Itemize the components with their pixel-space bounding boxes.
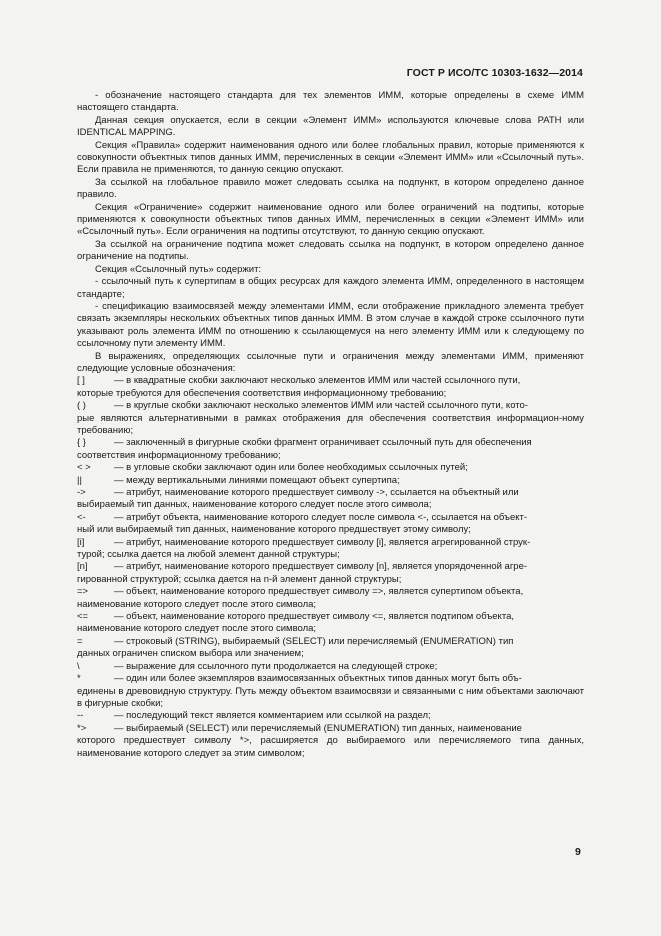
document-header: ГОСТ Р ИСО/ТС 10303-1632—2014 (406, 67, 583, 79)
notation-item (77, 661, 584, 673)
notation-list (77, 375, 584, 760)
notation-text: — выбираемый (SELECT) или перечисляемый (ENUMERATION) тип данных, наименование (114, 722, 522, 734)
notation-text: — один или более экземпляров взаимосвязанных объектных типов данных могут быть объ- (114, 673, 522, 685)
notation-text: — объект, наименование которого предшествует символу <=, является подтипом объекта, (114, 611, 514, 623)
notation-text: — в круглые скобки заключают несколько элементов ИММ или частей ссылочного пути, кото- (114, 400, 528, 412)
notation-item (77, 487, 584, 512)
notation-text: — выражение для ссылочного пути продолжается на следующей строке; (114, 660, 438, 672)
notation-item (77, 462, 584, 474)
paragraph: В выражениях, определяющих ссылочные пути и ограничения между элементами ИММ, применяют следующие условные обозначения: (77, 350, 584, 374)
notation-continuation: соответствия информационному требованию; (77, 449, 281, 461)
notation-continuation: выбираемый тип данных, наименование которого следует после этого символа; (77, 499, 432, 511)
notation-continuation: рые являются альтернативными в рамках отображения для обеспечения соответствия информацион-ному требованию; (77, 412, 584, 436)
notation-continuation: наименование которого следует после этого символа; (77, 623, 317, 635)
notation-continuation: турой; ссылка дается на любой элемент данной структуры; (77, 549, 340, 561)
notation-item (77, 710, 584, 722)
notation-text: — строковый (STRING), выбираемый (SELECT) или перечисляемый (ENUMERATION) тип (114, 635, 514, 647)
notation-symbol: [ ] (77, 375, 85, 387)
notation-symbol: = (77, 635, 83, 647)
notation-symbol: * (77, 673, 81, 685)
page-number: 9 (575, 846, 581, 858)
document-body (77, 90, 584, 760)
paragraph: - обозначение настоящего стандарта для тех элементов ИММ, которые определены в схеме ИММ настоящего стандарта. (77, 90, 584, 114)
notation-symbol: => (77, 586, 89, 598)
notation-item (77, 611, 584, 636)
notation-symbol: { } (77, 437, 86, 449)
notation-continuation: которого предшествует символу *>, расширяется до выбираемого или перечисляемого типа данных, наименование которого следует за этим символом; (77, 735, 584, 759)
notation-item (77, 437, 584, 462)
notation-item (77, 723, 584, 760)
notation-item (77, 636, 584, 661)
notation-item (77, 375, 584, 400)
notation-text: — атрибут, наименование которого предшествует символу [n], является упорядоченной агре- (114, 561, 528, 573)
list-item: - ссылочный путь к супертипам в общих ресурсах для каждого элемента ИММ, определенного в настоящем стандарте; (77, 276, 584, 300)
paragraph: Секция «Правила» содержит наименования одного или более глобальных правил, которые применяются к совокупности объектных типов данных ИММ, перечисленных в секции «Элемент ИММ» или «Ссылочный путь». Если правила не применяются, то данную секцию опускают. (77, 139, 584, 176)
notation-continuation: которые требуются для обеспечения соответствия информационному требованию; (77, 387, 447, 399)
paragraph: Секция «Ссылочный путь» содержит: (95, 263, 262, 275)
notation-continuation: наименование которого следует после этого символа; (77, 598, 317, 610)
notation-text: — между вертикальными линиями помещают объект супертипа; (114, 474, 400, 486)
paragraph: За ссылкой на глобальное правило может следовать ссылка на подпункт, в котором определено данное правило. (77, 176, 584, 201)
notation-item (77, 673, 584, 710)
notation-symbol: *> (77, 722, 87, 734)
notation-symbol: [i] (77, 536, 85, 548)
notation-symbol: || (77, 474, 82, 486)
notation-symbol: < > (77, 462, 91, 474)
notation-item (77, 400, 584, 437)
notation-text: — в квадратные скобки заключают несколько элементов ИММ или частей ссылочного пути, (114, 375, 521, 387)
notation-symbol: -- (77, 710, 84, 722)
notation-continuation: гированной структурой; ссылка дается на n-й элемент данной структуры; (77, 573, 402, 585)
notation-symbol: [n] (77, 561, 88, 573)
paragraph: За ссылкой на ограничение подтипа может следовать ссылка на подпункт, в котором определено данное ограничение на подтипы. (77, 238, 584, 263)
notation-item (77, 586, 584, 611)
notation-item (77, 512, 584, 537)
notation-symbol: \ (77, 660, 80, 672)
notation-text: — заключенный в фигурные скобки фрагмент ограничивает ссылочный путь для обеспечения (114, 437, 532, 449)
notation-continuation: единены в древовидную структуру. Путь между объектом взаимосвязи и связанными с ним объектами заключают в фигурные скобки; (77, 685, 584, 709)
notation-symbol: <- (77, 511, 86, 523)
list-item: - спецификацию взаимосвязей между элементами ИММ, если отображение прикладного элемента требует связать экземпляры нескольких объектных типов данных ИММ. В этом случае в каждой строке ссылочного пути указывают роль элемента ИММ по отношению к ссылающемуся на него элементу ИММ или к следующему по ссылочному пути элементу ИММ. (77, 300, 584, 350)
notation-text: — в угловые скобки заключают один или более необходимых ссылочных путей; (114, 462, 468, 474)
notation-continuation: данных ограничен списком выбора или значением; (77, 648, 304, 660)
notation-item (77, 475, 584, 487)
notation-text: — атрибут, наименование которого предшествует символу [i], является агрегированной струк- (114, 536, 531, 548)
notation-item (77, 537, 584, 562)
notation-text: — атрибут объекта, наименование которого следует после символа <-, ссылается на объект- (114, 511, 528, 523)
notation-symbol: <= (77, 611, 89, 623)
paragraph: Данная секция опускается, если в секции «Элемент ИММ» используются ключевые слова PATH или IDENTICAL MAPPING. (77, 114, 584, 139)
notation-text: — атрибут, наименование которого предшествует символу ->, ссылается на объектный или (114, 487, 519, 498)
notation-text: — последующий текст является комментарием или ссылкой на раздел; (114, 710, 431, 722)
paragraph: Секция «Ограничение» содержит наименование одного или более ограничений на подтипы, которые применяются к совокупности объектных типов данных ИММ, перечисленных в секции «Элемент ИММ» или «Ссылочный путь». Если ограничения на подтипы отсутствуют, то данную секцию опускают. (77, 201, 584, 238)
notation-symbol: -> (77, 487, 86, 498)
notation-continuation: ный или выбираемый тип данных, наименование которого предшествует этому символу; (77, 524, 471, 536)
notation-symbol: ( ) (77, 400, 86, 412)
notation-text: — объект, наименование которого предшествует символу =>, является супертипом объекта, (114, 586, 524, 598)
notation-item (77, 561, 584, 586)
